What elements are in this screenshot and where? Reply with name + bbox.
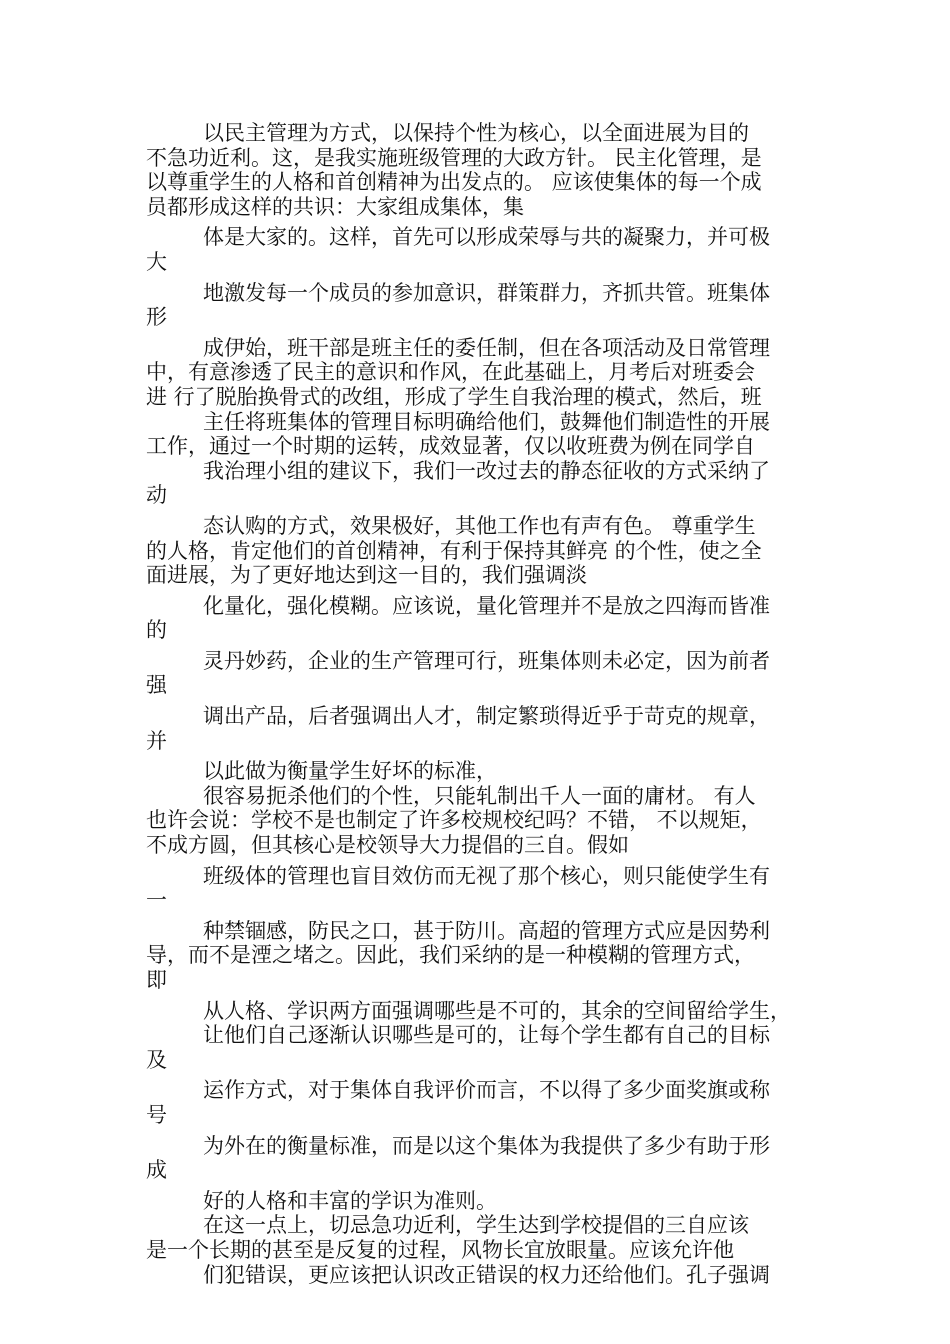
- text-line: 形: [146, 305, 167, 330]
- text-line: 进 行了脱胎换骨式的改组，形成了学生自我治理的模式，然后，班: [146, 384, 762, 409]
- text-line: 运作方式，对于集体自我评价而言，不以得了多少面奖旗或称: [203, 1078, 770, 1103]
- text-line: 及: [146, 1047, 167, 1072]
- text-line: 灵丹妙药，企业的生产管理可行，班集体则未必定，因为前者: [203, 648, 770, 673]
- text-line: 种禁锢感，防民之口，甚于防川。高超的管理方式应是因势利: [203, 918, 770, 943]
- text-line: 化量化，强化模糊。应该说，量化管理并不是放之四海而皆准: [203, 593, 770, 618]
- text-line: 以尊重学生的人格和首创精神为出发点的。 应该使集体的每一个成: [146, 170, 762, 195]
- text-line: 好的人格和丰富的学识为准则。: [203, 1188, 497, 1213]
- text-line: 们犯错误，更应该把认识改正错误的权力还给他们。孔子强调: [203, 1262, 770, 1287]
- text-line: 导，而不是湮之堵之。因此，我们采纳的是一种模糊的管理方式，: [146, 943, 755, 968]
- text-line: 员都形成这样的共识：大家组成集体，集: [146, 194, 524, 219]
- text-line: 体是大家的。这样，首先可以形成荣辱与共的凝聚力，并可极: [203, 225, 770, 250]
- text-line: 主任将班集体的管理目标明确给他们，鼓舞他们制造性的开展: [203, 409, 770, 434]
- text-line: 面进展，为了更好地达到这一目的，我们强调淡: [146, 563, 587, 588]
- text-line: 以此做为衡量学生好坏的标准，: [203, 759, 497, 784]
- text-line: 不成方圆，但其核心是校领导大力提倡的三自。假如: [146, 833, 629, 858]
- text-line: 很容易扼杀他们的个性，只能轧制出千人一面的庸材。 有人: [203, 783, 756, 808]
- text-line: 为外在的衡量标准，而是以这个集体为我提供了多少有助于形: [203, 1133, 770, 1158]
- text-line: 调出产品，后者强调出人才，制定繁琐得近乎于苛克的规章，: [203, 704, 770, 729]
- text-line: 号: [146, 1102, 167, 1127]
- text-line: 成伊始，班干部是班主任的委任制，但在各项活动及日常管理: [203, 335, 770, 360]
- text-line: 我治理小组的建议下，我们一改过去的静态征收的方式采纳了: [203, 458, 770, 483]
- text-line: 即: [146, 968, 167, 992]
- text-line: 大: [146, 249, 167, 274]
- text-line: 中，有意渗透了民主的意识和作风，在此基础上，月考后对班委会: [146, 360, 755, 385]
- body-text: [146, 121, 816, 1287]
- text-line: 让他们自己逐渐认识哪些是可的，让每个学生都有自己的目标: [203, 1023, 770, 1048]
- text-line: 的人格，肯定他们的首创精神，有利于保持其鲜亮 的个性，使之全: [146, 538, 762, 563]
- text-line: 是一个长期的甚至是反复的过程，风物长宜放眼量。应该允许他: [146, 1237, 734, 1262]
- text-line: 动: [146, 483, 167, 508]
- text-line: 强: [146, 673, 167, 698]
- text-line: 以民主管理为方式，以保持个性为核心，以全面进展为目的: [203, 121, 749, 145]
- text-line: 成: [146, 1158, 167, 1183]
- text-line: 不急功近利。这，是我实施班级管理的大政方针。 民主化管理，是: [146, 145, 762, 170]
- text-line: 在这一点上，切忌急功近利，学生达到学校提倡的三自应该: [203, 1213, 749, 1238]
- text-line: 并: [146, 728, 167, 753]
- text-line: 态认购的方式，效果极好，其他工作也有声有色。 尊重学生: [203, 513, 756, 538]
- text-line: 一: [146, 888, 167, 913]
- text-line: 地激发每一个成员的参加意识，群策群力，齐抓共管。班集体: [203, 280, 770, 305]
- text-line: 也许会说：学校不是也制定了许多校规校纪吗？不错， 不以规矩，: [146, 808, 762, 833]
- text-line: 工作，通过一个时期的运转，成效显著，仅以收班费为例在同学自: [146, 434, 755, 459]
- text-line: 从人格、学识两方面强调哪些是不可的，其余的空间留给学生，: [203, 998, 791, 1023]
- text-line: 班级体的管理也盲目效仿而无视了那个核心，则只能使学生有: [203, 863, 770, 888]
- text-line: 的: [146, 618, 167, 643]
